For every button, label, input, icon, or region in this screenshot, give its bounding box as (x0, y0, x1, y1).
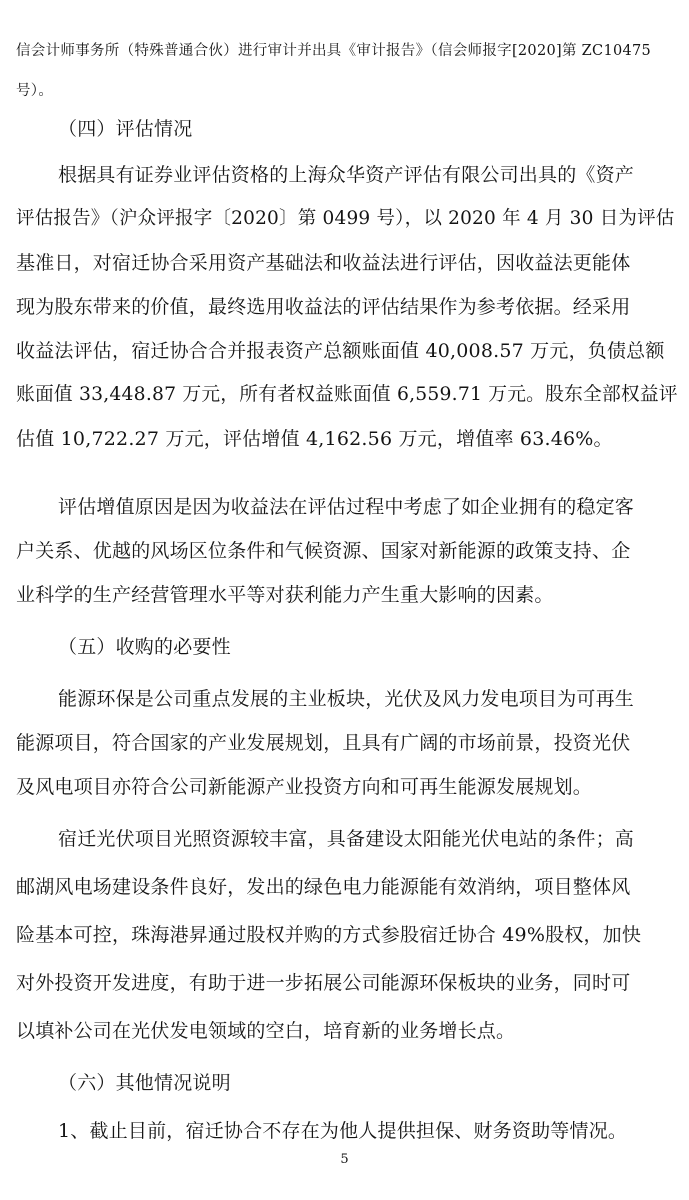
paragraph-line: 基准日，对宿迁协合采用资产基础法和收益法进行评估，因收益法更能体 (16, 252, 631, 274)
paragraph-line: 户关系、优越的风场区位条件和气候资源、国家对新能源的政策支持、企 (16, 540, 631, 562)
paragraph-line: 业科学的生产经营管理水平等对获利能力产生重大影响的因素。 (16, 584, 554, 606)
section-heading-four: （四）评估情况 (58, 118, 193, 140)
paragraph-line: 能源项目，符合国家的产业发展规划，且具有广阔的市场前景，投资光伏 (16, 732, 631, 754)
section-heading-six: （六）其他情况说明 (58, 1072, 231, 1094)
paragraph-line: 对外投资开发进度，有助于进一步拓展公司能源环保板块的业务，同时可 (16, 972, 631, 994)
paragraph-line: 邮湖风电场建设条件良好，发出的绿色电力能源能有效消纳，项目整体风 (16, 876, 631, 898)
text-line: 信会计师事务所（特殊普通合伙）进行审计并出具《审计报告》（信会师报字[2020]第 ZC10475 (16, 43, 652, 59)
paragraph-line: 根据具有证券业评估资格的上海众华资产评估有限公司出具的《资产 (58, 164, 635, 186)
paragraph-line: 估值 10,722.27 万元，评估增值 4,162.56 万元，增值率 63.46%。 (16, 428, 613, 450)
paragraph-line: 及风电项目亦符合公司新能源产业投资方向和可再生能源发展规划。 (16, 776, 593, 798)
text-line: 号）。 (16, 83, 54, 99)
section-heading-five: （五）收购的必要性 (58, 636, 231, 658)
paragraph-line: 险基本可控，珠海港昇通过股权并购的方式参股宿迁协合 49%股权，加快 (16, 924, 642, 946)
page-number: 5 (340, 1152, 349, 1167)
paragraph-line: 1、截止目前，宿迁协合不存在为他人提供担保、财务资助等情况。 (58, 1120, 628, 1142)
paragraph-line: 账面值 33,448.87 万元，所有者权益账面值 6,559.71 万元。股东全部权益评 (16, 384, 678, 405)
paragraph-line: 收益法评估，宿迁协合合并报表资产总额账面值 40,008.57 万元，负债总额 (16, 340, 665, 362)
paragraph-line: 能源环保是公司重点发展的主业板块，光伏及风力发电项目为可再生 (58, 688, 635, 710)
paragraph-line: 宿迁光伏项目光照资源较丰富，具备建设太阳能光伏电站的条件；高 (58, 828, 635, 850)
paragraph-line: 以填补公司在光伏发电领域的空白，培育新的业务增长点。 (16, 1020, 516, 1042)
paragraph-line: 评估报告》（沪众评报字〔2020〕第 0499 号），以 2020 年 4 月 30 日为评估 (16, 208, 675, 229)
paragraph-line: 评估增值原因是因为收益法在评估过程中考虑了如企业拥有的稳定客 (58, 496, 635, 518)
paragraph-line: 现为股东带来的价值，最终选用收益法的评估结果作为参考依据。经采用 (16, 296, 631, 318)
